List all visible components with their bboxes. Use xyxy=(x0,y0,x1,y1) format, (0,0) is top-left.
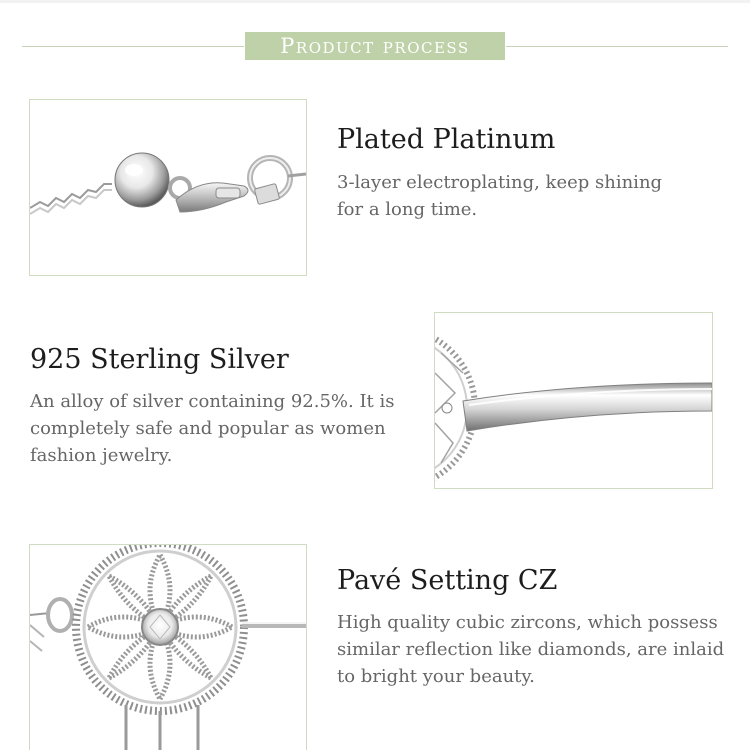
feature-title-pave-setting: Pavé Setting CZ xyxy=(337,565,558,596)
header-rule-right xyxy=(506,46,728,47)
bangle-image xyxy=(434,312,713,489)
clasp-image xyxy=(29,99,307,276)
feature-description-plated-platinum: 3-layer electroplating, keep shining for a long time. xyxy=(337,172,663,220)
feature-title-sterling-silver: 925 Sterling Silver xyxy=(30,344,289,375)
feature-description-pave-setting: High quality cubic zircons, which possess similar reflection like diamonds, are inlaid to bright your beauty. xyxy=(337,612,725,687)
header-rule-left xyxy=(22,46,244,47)
top-divider xyxy=(0,0,750,3)
feature-description-sterling-silver: An alloy of silver containing 92.5%. It is completely safe and popular as women fashion jewelry. xyxy=(30,391,395,466)
dreamcatcher-image xyxy=(29,544,307,750)
section-title: Product process xyxy=(245,32,505,60)
section-header xyxy=(22,32,728,60)
feature-title-plated-platinum: Plated Platinum xyxy=(337,124,556,155)
